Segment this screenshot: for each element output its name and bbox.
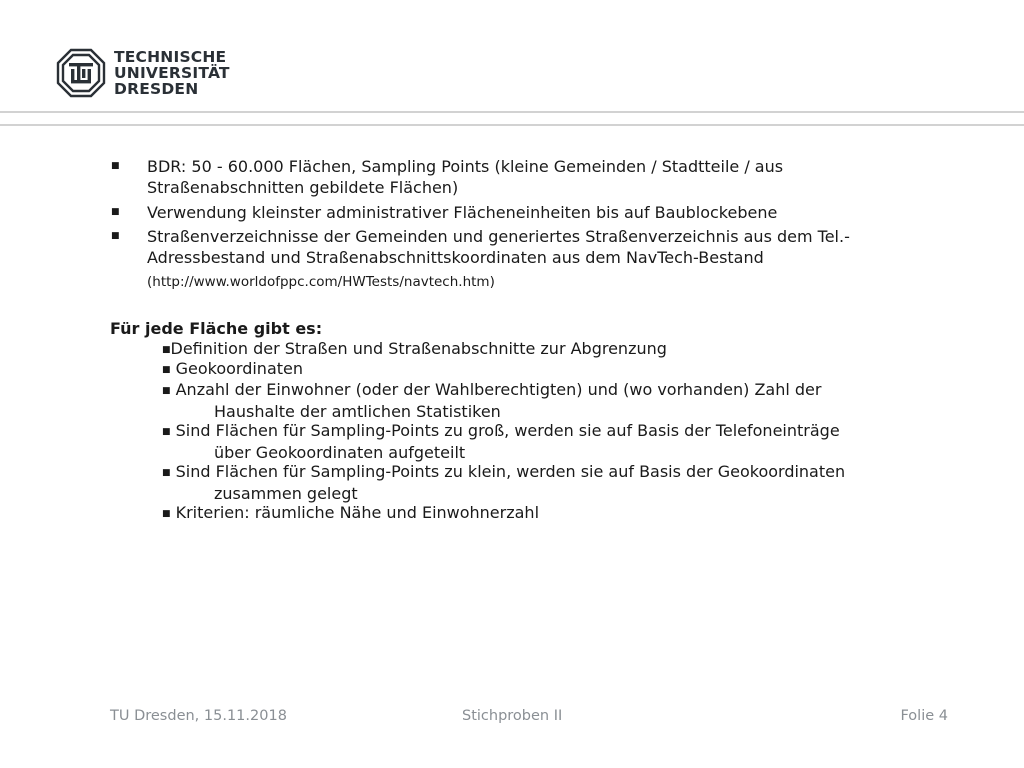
- square-bullet-icon: ■: [162, 509, 171, 519]
- bullet-item: [111, 156, 907, 198]
- bullet-text-line: Adressbestand und Straßenabschnittskoordinaten aus dem NavTech-Bestand: [147, 248, 764, 267]
- footer-slide-number: Folie 4: [900, 708, 948, 724]
- header-divider-bottom: [0, 124, 1024, 126]
- sub-bullet-continuation: Haushalte der amtlichen Statistiken: [214, 401, 501, 421]
- sub-bullet-text: Sind Flächen für Sampling-Points zu groß, werden sie auf Basis der Telefoneinträge: [170, 421, 840, 440]
- header-divider-top: [0, 111, 1024, 113]
- logo-line-1: TECHNISCHE: [114, 48, 227, 66]
- footer-title: Stichproben II: [462, 708, 563, 724]
- reference-link[interactable]: (http://www.worldofppc.com/HWTests/navtech.htm): [147, 274, 495, 290]
- square-bullet-icon: ■: [162, 427, 171, 437]
- bullet-item: [111, 202, 907, 223]
- logo-line-2: UNIVERSITÄT: [114, 64, 230, 82]
- logo-wordmark: [114, 49, 230, 97]
- square-bullet-icon: ■: [162, 386, 171, 396]
- logo-line-3: DRESDEN: [114, 80, 199, 98]
- sub-bullet-text: Kriterien: räumliche Nähe und Einwohnerzahl: [170, 503, 540, 522]
- square-bullet-icon: ■: [162, 365, 171, 375]
- square-bullet-icon: ■: [162, 345, 171, 355]
- bullet-text-line: Straßenabschnitten gebildete Flächen): [147, 178, 459, 197]
- square-bullet-icon: ■: [111, 207, 120, 217]
- sub-bullet-item: [162, 339, 942, 361]
- sub-bullet-text: Geokoordinaten: [170, 359, 304, 378]
- sub-bullet-text: Anzahl der Einwohner (oder der Wahlberechtigten) und (wo vorhanden) Zahl der: [170, 380, 822, 399]
- sub-bullet-continuation: zusammen gelegt: [214, 483, 358, 503]
- tu-dresden-logo: [56, 46, 230, 100]
- bullet-text-line: Straßenverzeichnisse der Gemeinden und generiertes Straßenverzeichnis aus dem Tel.-: [147, 227, 850, 246]
- sub-bullet-item: [162, 359, 942, 381]
- sub-bullet-continuation: über Geokoordinaten aufgeteilt: [214, 442, 466, 462]
- sub-bullet-item: [162, 380, 942, 422]
- sub-bullet-item: [162, 421, 942, 463]
- sub-bullet-text: Sind Flächen für Sampling-Points zu klein, werden sie auf Basis der Geokoordinaten: [170, 462, 846, 481]
- sub-bullet-item: [162, 503, 942, 525]
- footer-institution-date: TU Dresden, 15.11.2018: [110, 708, 287, 724]
- tu-dresden-emblem-icon: [56, 48, 106, 98]
- section-heading: Für jede Fläche gibt es:: [110, 319, 323, 338]
- bullet-item: [111, 226, 907, 268]
- square-bullet-icon: ■: [111, 231, 120, 241]
- sub-bullet-item: [162, 462, 942, 504]
- bullet-text-line: Verwendung kleinster administrativer Flächeneinheiten bis auf Baublockebene: [147, 203, 778, 222]
- bullet-text-line: BDR: 50 - 60.000 Flächen, Sampling Points (kleine Gemeinden / Stadtteile / aus: [147, 157, 784, 176]
- sub-bullet-text: Definition der Straßen und Straßenabschnitte zur Abgrenzung: [170, 339, 667, 358]
- square-bullet-icon: ■: [111, 161, 120, 171]
- square-bullet-icon: ■: [162, 468, 171, 478]
